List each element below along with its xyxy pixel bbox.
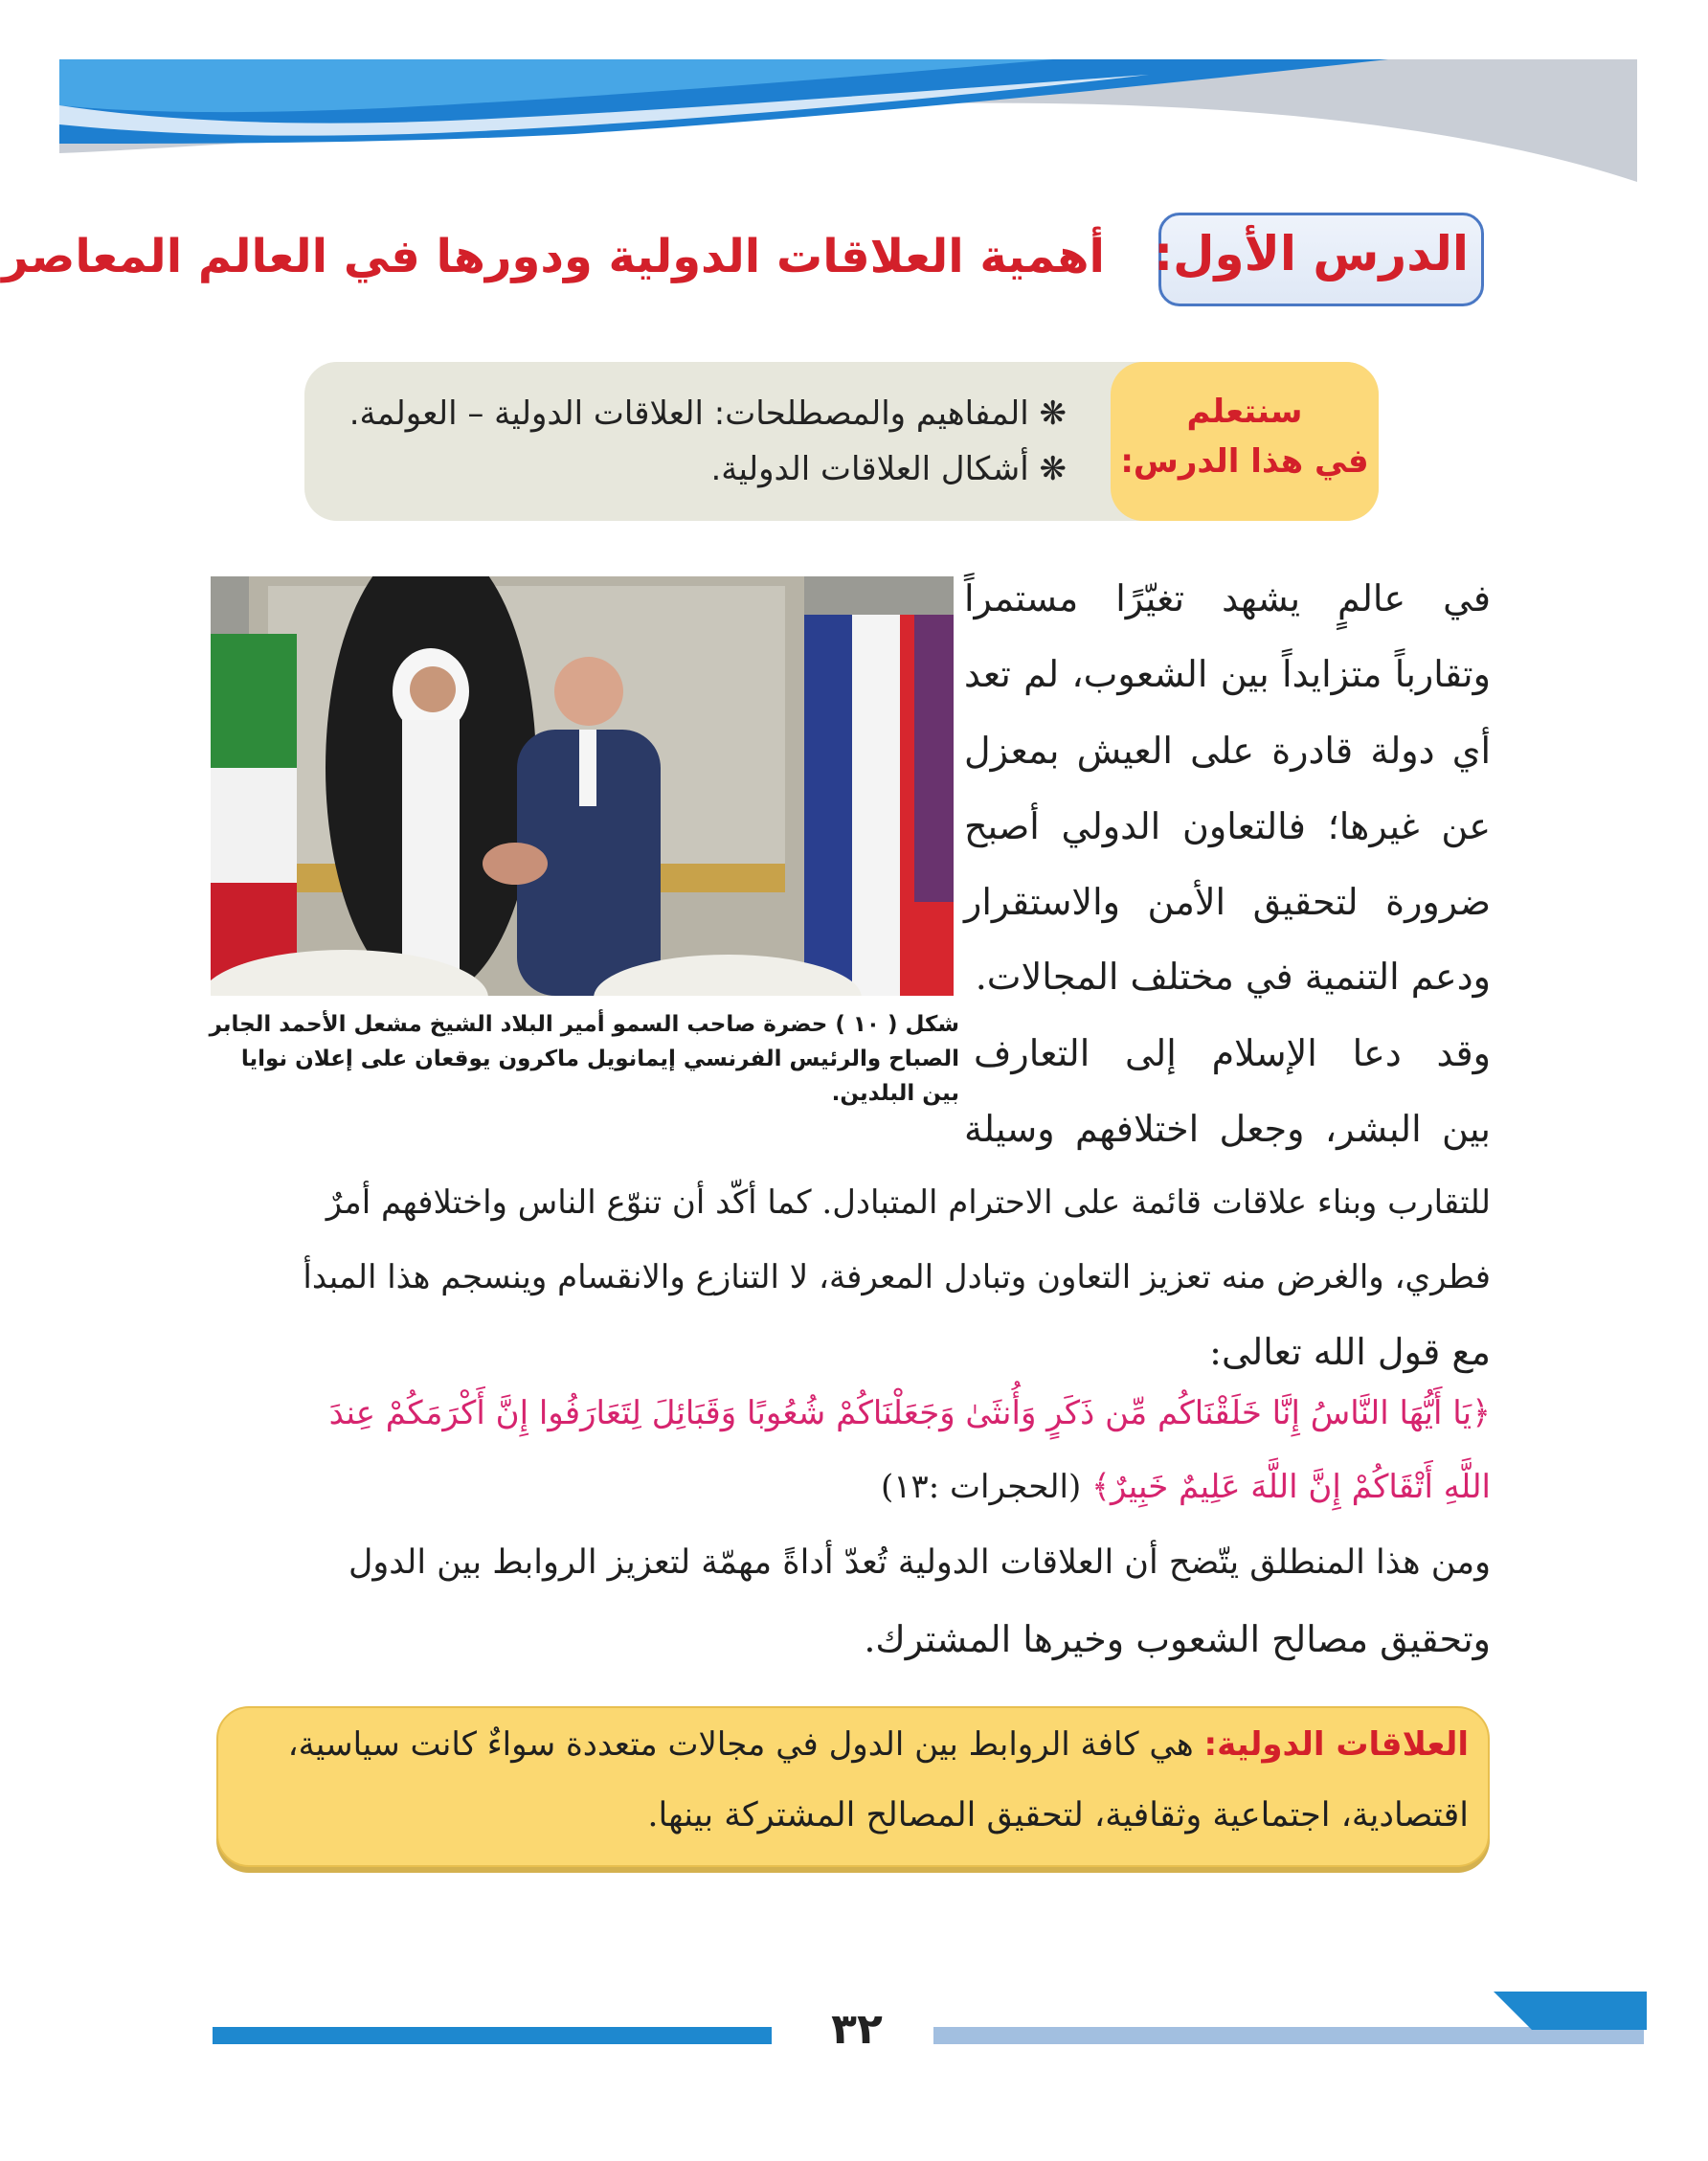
quran-verse-text: اللَّهِ أَتْقَاكُمْ إِنَّ اللَّهَ عَلِيمٌ خَبِيرٌ﴾ <box>1091 1468 1491 1506</box>
quran-verse-line <box>881 1467 1491 1506</box>
body-line: عن غيرها؛ فالتعاون الدولي أصبح <box>964 805 1491 847</box>
footer-tab-decoration <box>1494 1992 1647 2030</box>
body-line: مع قول الله تعالى: <box>1209 1331 1491 1373</box>
figure-photo <box>211 576 954 996</box>
footer-bar-left <box>213 2027 772 2044</box>
objectives-heading-sub: في هذا الدرس: <box>1120 442 1369 481</box>
figure-caption <box>203 1007 959 1111</box>
body-line: وقد دعا الإسلام إلى التعارف <box>974 1032 1491 1074</box>
body-line: وتقارباً متزايداً بين الشعوب، لم تعد <box>964 653 1491 695</box>
body-line: ضرورة لتحقيق الأمن والاستقرار <box>964 881 1491 923</box>
objectives-heading: سنتعلم <box>1186 393 1303 431</box>
definition-line: اقتصادية، اجتماعية وثقافية، لتحقيق المصالح المشتركة بينها. <box>647 1796 1469 1835</box>
definition-line <box>288 1725 1469 1764</box>
definition-text: هي كافة الروابط بين الدول في مجالات متعددة سواءٌ كانت سياسية، <box>287 1725 1194 1764</box>
kuwait-flag-icon <box>211 634 297 996</box>
body-line: فطري، والغرض منه تعزيز التعاون وتبادل المعرفة، لا التنازع والانقسام وينسجم هذا المبدأ <box>303 1258 1491 1296</box>
definition-term: العلاقات الدولية: <box>1203 1725 1469 1764</box>
figure-caption-line: الصباح والرئيس الفرنسي إيمانويل ماكرون يوقعان على إعلان نوايا بين البلدين. <box>240 1047 959 1106</box>
lesson-label: الدرس الأول: <box>1154 226 1469 281</box>
body-line: في عالمٍ يشهد تغيّرًا مستمراً <box>964 577 1491 619</box>
body-line: بين البشر، وجعل اختلافهم وسيلة <box>964 1108 1491 1150</box>
objective-item: ❋ المفاهيم والمصطلحات: العلاقات الدولية – العولمة. <box>348 394 1067 433</box>
figure-caption-line: شكل ( ١٠ ) حضرة صاحب السمو أمير البلاد الشيخ مشعل الأحمد الجابر <box>209 1012 959 1037</box>
header-wave-decoration <box>0 0 1708 191</box>
page-number: ٣٢ <box>831 2005 883 2054</box>
body-line: أي دولة قادرة على العيش بمعزل <box>964 730 1491 772</box>
body-line: وتحقيق مصالح الشعوب وخيرها المشترك. <box>864 1618 1491 1660</box>
quran-reference: (الحجرات :١٣) <box>880 1468 1082 1506</box>
objective-item: ❋ أشكال العلاقات الدولية. <box>710 450 1067 488</box>
body-line: للتقارب وبناء علاقات قائمة على الاحترام المتبادل. كما أكّد أن تنوّع الناس واختلافهم أمرٌ <box>326 1183 1491 1222</box>
lesson-label-colon: : <box>1154 226 1174 281</box>
objectives-tab <box>1111 362 1379 521</box>
body-line: ومن هذا المنطلق يتّضح أن العلاقات الدولية تُعدّ أداةً مهمّة لتعزيز الروابط بين الدول <box>348 1543 1491 1582</box>
lesson-title: أهمية العلاقات الدولية ودورها في العالم المعاصر <box>2 230 1105 283</box>
quran-verse-line: ﴿يَا أَيُّهَا النَّاسُ إِنَّا خَلَقْنَاكُم مِّن ذَكَرٍ وَأُنثَىٰ وَجَعَلْنَاكُمْ شُعُوبًا وَقَبَائِلَ لِتَعَارَفُوا إِنَّ أَكْرَمَكُمْ عِندَ <box>328 1394 1491 1432</box>
body-line: ودعم التنمية في مختلف المجالات. <box>975 956 1491 998</box>
